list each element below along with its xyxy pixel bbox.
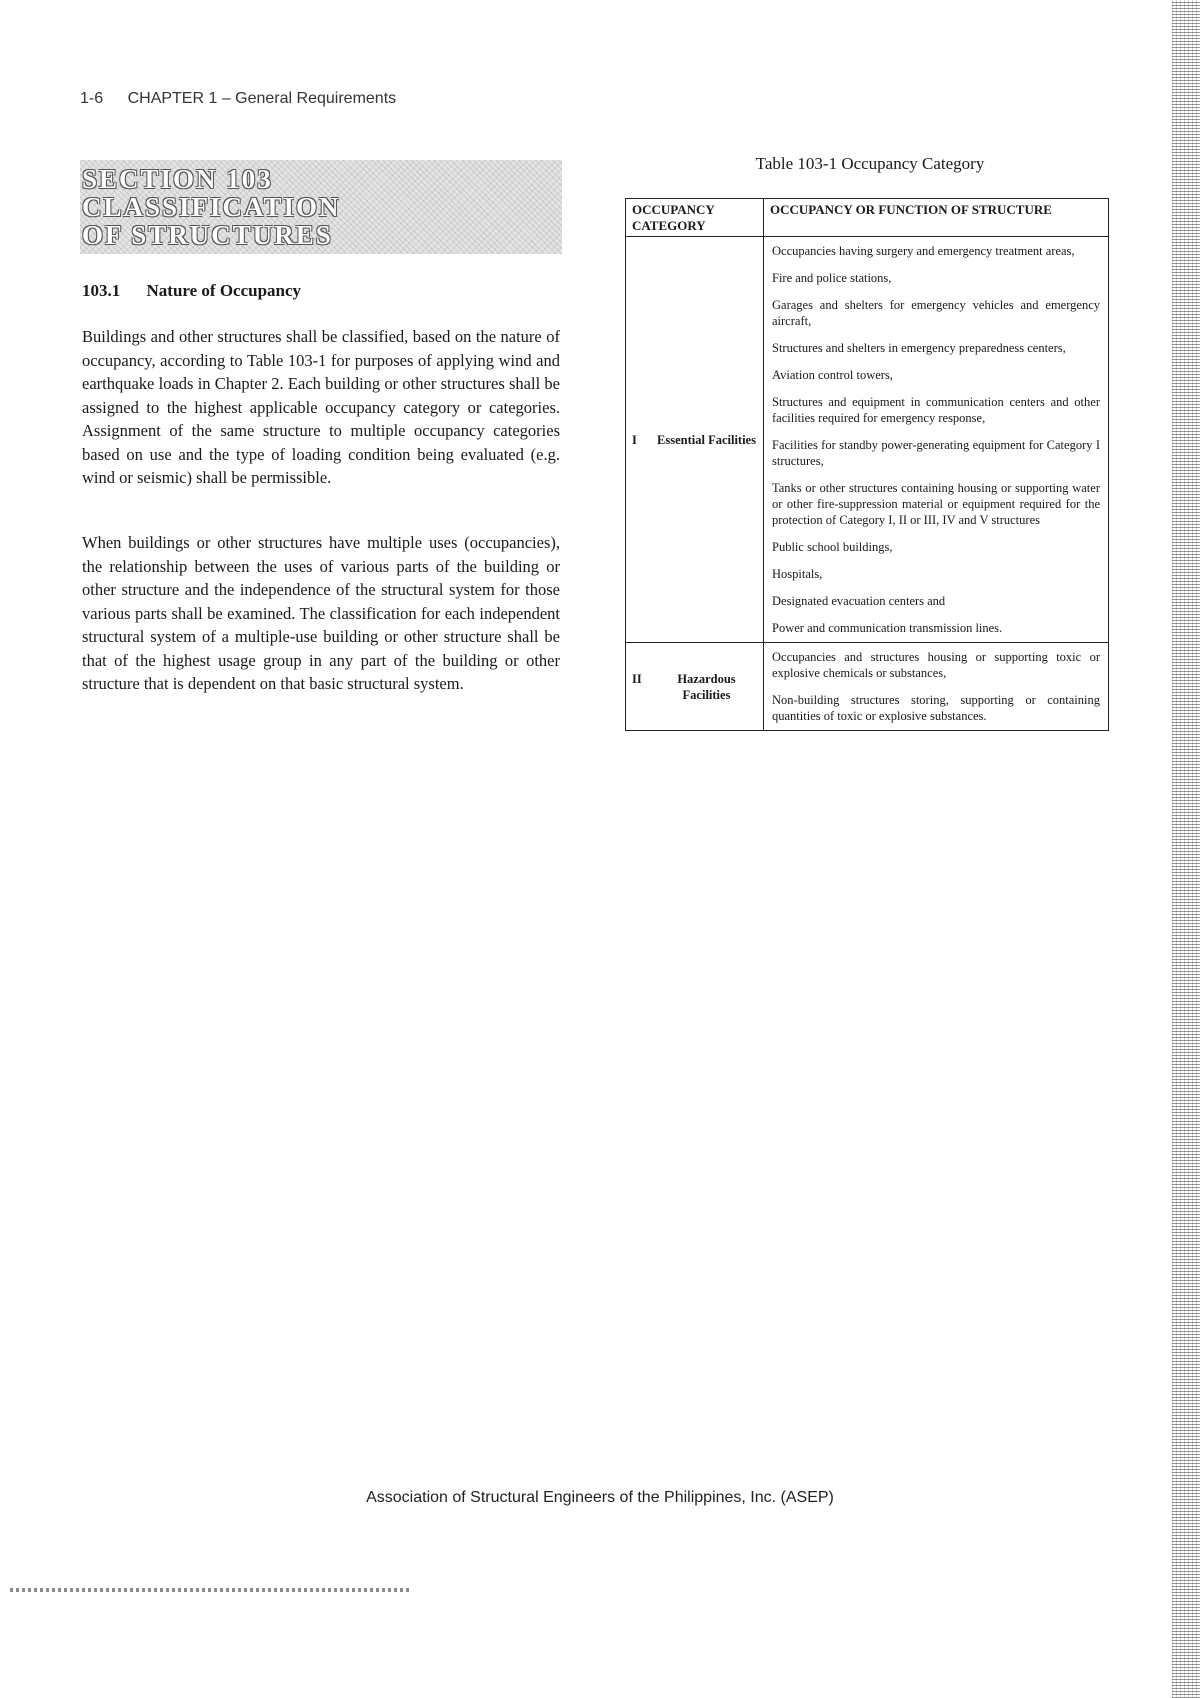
table-row — [626, 643, 1109, 731]
page-header — [80, 90, 396, 108]
page-number: 1-6 — [80, 90, 104, 107]
use-item: Tanks or other structures containing housing or supporting water or other fire-suppression material or equipment required for the protection of Category I, II or III, IV and V structures — [772, 481, 1100, 527]
category-cell — [626, 643, 764, 731]
use-item: Designated evacuation centers and — [772, 594, 946, 608]
uses-cell — [764, 643, 1109, 731]
table-header-row — [626, 199, 1109, 237]
use-item: Structures and shelters in emergency preparedness centers, — [772, 341, 1066, 355]
use-item: Structures and equipment in communication centers and other facilities required for emergency response, — [772, 395, 1100, 425]
subsection-heading — [82, 281, 301, 301]
category-number: I — [632, 432, 637, 447]
use-item: Occupancies having surgery and emergency treatment areas, — [772, 244, 1075, 258]
table-row — [626, 237, 1109, 643]
category-name: Hazardous Facilities — [677, 671, 736, 702]
subsection-title: Nature of Occupancy — [146, 281, 302, 300]
use-item: Garages and shelters for emergency vehicles and emergency aircraft, — [772, 298, 1100, 328]
subsection-number: 103.1 — [82, 281, 121, 300]
section-banner-line: OF STRUCTURES — [82, 220, 333, 250]
use-item: Non-building structures storing, supporting or containing quantities of toxic or explosive substances. — [772, 693, 1100, 723]
occupancy-table — [625, 198, 1109, 731]
body-paragraph: Buildings and other structures shall be classified, based on the nature of occupancy, according to Table 103-1 for purposes of applying wind and earthquake loads in Chapter 2. Each building or other structures shall be assigned to the highest applicable occupancy category or categories. Assignment of the same structure to multiple occupancy categories based on use and the type of loading condition being evaluated (e.g. wind or seismic) shall be permissible. — [82, 327, 560, 487]
use-item: Public school buildings, — [772, 540, 893, 554]
use-item: Facilities for standby power-generating equipment for Category I structures, — [772, 438, 1100, 468]
body-paragraph: When buildings or other structures have multiple uses (occupancies), the relationship between the uses of various parts of the building or other structure and the independence of the structural system for those various parts shall be examined. The classification for each independent structural system of a multiple-use building or other structure shall be that of the highest usage group in any part of the building or other structure that is dependent on that basic structural system. — [82, 533, 560, 693]
section-banner-line: SECTION 103 — [82, 164, 273, 194]
scan-bottom-artifact — [10, 1588, 410, 1592]
use-item: Fire and police stations, — [772, 271, 892, 285]
use-item: Aviation control towers, — [772, 368, 893, 382]
scan-edge-artifact — [1172, 0, 1200, 1698]
uses-cell — [764, 237, 1109, 643]
column-header-function: OCCUPANCY OR FUNCTION OF STRUCTURE — [764, 199, 1109, 237]
use-item: Hospitals, — [772, 567, 823, 581]
chapter-title: CHAPTER 1 – General Requirements — [127, 90, 397, 107]
section-banner — [80, 160, 562, 254]
use-item: Power and communication transmission lines. — [772, 621, 1003, 635]
table-caption: Table 103-1 Occupancy Category — [755, 154, 985, 173]
category-cell — [626, 237, 764, 643]
page-footer: Association of Structural Engineers of the Philippines, Inc. (ASEP) — [366, 1489, 834, 1506]
use-item: Occupancies and structures housing or supporting toxic or explosive chemicals or substances, — [772, 650, 1100, 680]
category-number: II — [632, 671, 642, 686]
column-header-category: OCCUPANCY CATEGORY — [626, 199, 764, 237]
category-name: Essential Facilities — [657, 432, 756, 447]
section-banner-line: CLASSIFICATION — [82, 192, 341, 222]
